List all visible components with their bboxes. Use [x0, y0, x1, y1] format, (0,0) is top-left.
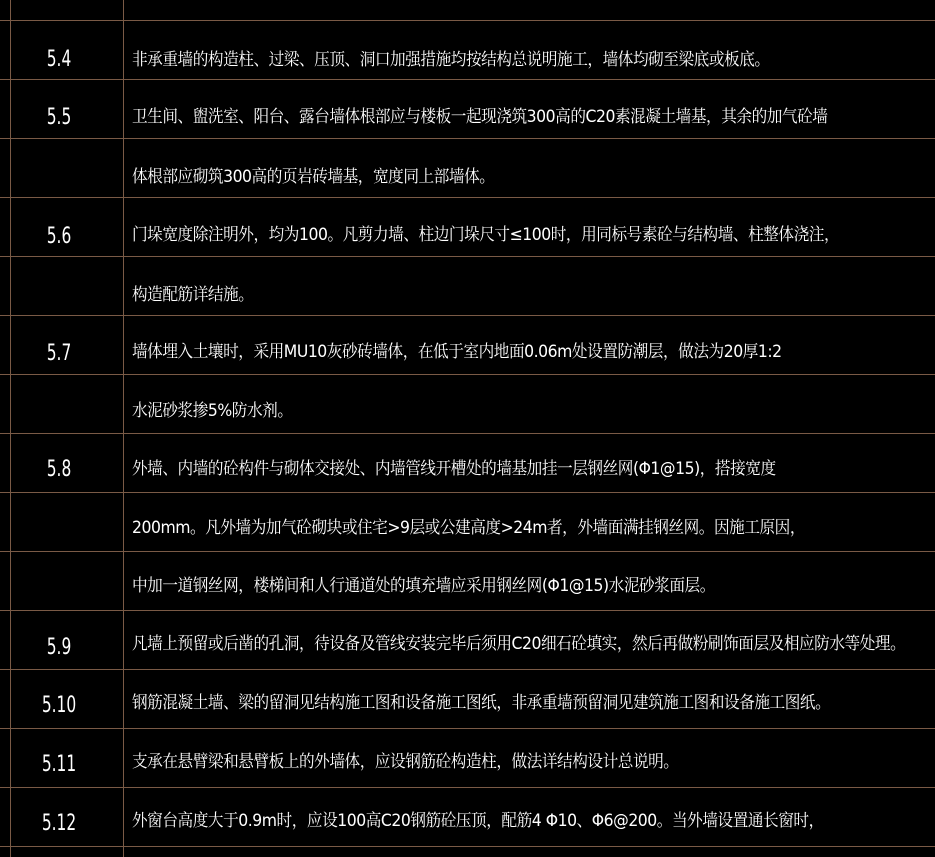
grid-line — [123, 0, 124, 857]
row-text: 钢筋混凝土墙、梁的留洞见结构施工图和设备施工图纸，非承重墙预留洞见建筑施工图和设备施工图纸。 — [132, 693, 831, 713]
grid-line — [0, 728, 935, 729]
grid-line — [0, 433, 935, 434]
row-number: 5.12 — [41, 811, 77, 836]
grid-line — [0, 197, 935, 198]
row-text: 外窗台高度大于0.9m时，应设100高C20钢筋砼压顶，配筋4 Φ10、Φ6@200。当外墙设置通长窗时， — [132, 811, 824, 831]
row-number: 5.10 — [41, 693, 77, 718]
row-text: 凡墙上预留或后凿的孔洞，待设备及管线安装完毕后须用C20细石砼填实，然后再做粉刷饰面层及相应防水等处理。 — [132, 634, 906, 654]
row-text: 墙体埋入土壤时，采用MU10灰砂砖墙体，在低于室内地面0.06m处设置防潮层，做法为20厚1:2 — [132, 342, 782, 362]
grid-line — [0, 551, 935, 552]
grid-line — [0, 315, 935, 316]
row-text: 体根部应砌筑300高的页岩砖墙基，宽度同上部墙体。 — [132, 167, 495, 187]
grid-line — [10, 0, 11, 857]
grid-line — [0, 138, 935, 139]
grid-line — [0, 787, 935, 788]
grid-line — [0, 610, 935, 611]
grid-line — [0, 20, 935, 21]
row-text: 非承重墙的构造柱、过梁、压顶、洞口加强措施均按结构总说明施工，墙体均砌至梁底或板底。 — [132, 50, 770, 70]
row-number: 5.9 — [46, 635, 72, 660]
row-text: 构造配筋详结施。 — [132, 285, 254, 305]
grid-line — [0, 79, 935, 80]
row-number: 5.7 — [46, 341, 72, 366]
row-text: 200mm。凡外墙为加气砼砌块或住宅>9层或公建高度>24m者，外墙面满挂钢丝网。因施工原因， — [132, 518, 806, 538]
row-text: 支承在悬臂梁和悬臂板上的外墙体，应设钢筋砼构造柱，做法详结构设计总说明。 — [132, 752, 679, 772]
grid-line — [0, 846, 935, 847]
row-text: 水泥砂浆掺5%防水剂。 — [132, 401, 293, 421]
row-number: 5.11 — [41, 752, 77, 777]
row-number: 5.6 — [46, 224, 72, 249]
grid-line — [0, 492, 935, 493]
row-number: 5.8 — [46, 457, 72, 482]
grid-line — [0, 256, 935, 257]
row-number: 5.5 — [46, 105, 72, 130]
grid-line — [0, 374, 935, 375]
row-number: 5.4 — [46, 47, 72, 72]
grid-line — [0, 669, 935, 670]
row-text: 中加一道钢丝网，楼梯间和人行通道处的填充墙应采用钢丝网(Φ1@15)水泥砂浆面层。 — [132, 576, 715, 596]
row-text: 外墙、内墙的砼构件与砌体交接处、内墙管线开槽处的墙基加挂一层钢丝网(Φ1@15)，搭接宽度 — [132, 459, 776, 479]
row-text: 门垛宽度除注明外，均为100。凡剪力墙、柱边门垛尺寸≤100时，用同标号素砼与结构墙、柱整体浇注， — [132, 225, 840, 245]
row-text: 卫生间、盥洗室、阳台、露台墙体根部应与楼板一起现浇筑300高的C20素混凝土墙基，其余的加气砼墙 — [132, 107, 828, 127]
